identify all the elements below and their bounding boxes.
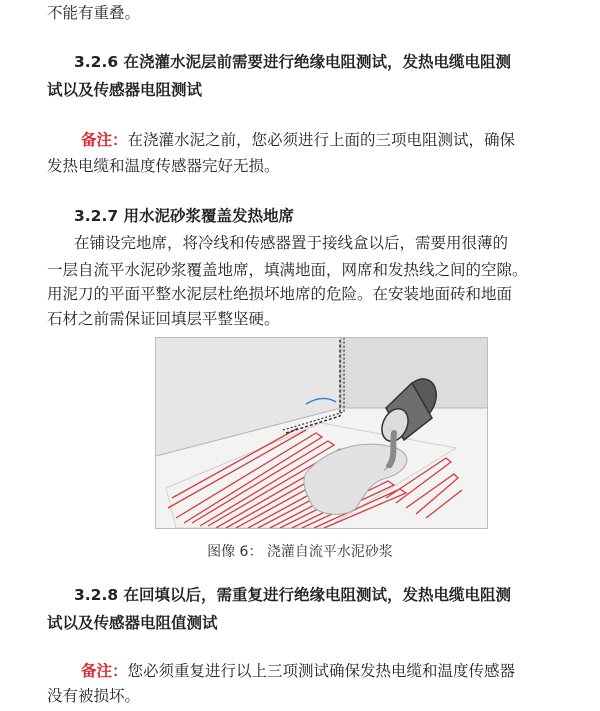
section-328-heading-line2: 试以及传感器电阻值测试 bbox=[47, 614, 218, 632]
note-label: 备注： bbox=[81, 662, 128, 680]
section-326-note-line1 bbox=[81, 130, 600, 150]
section-327-para-line: 一层自流平水泥砂浆覆盖地席，填满地面，网席和发热线之间的空隙。 bbox=[47, 261, 528, 279]
figure-caption: 图像 6： 浇灌自流平水泥砂浆 bbox=[207, 544, 393, 560]
section-328-heading-line1: 3.2.8 在回填以后，需重复进行绝缘电阻测试，发热电缆电阻测 bbox=[74, 586, 512, 604]
section-326-heading-line2: 试以及传感器电阻测试 bbox=[47, 81, 203, 99]
section-327-para-line: 在铺设完地席，将冷线和传感器置于接线盒以后，需要用很薄的 bbox=[74, 234, 509, 252]
section-328-note-line1 bbox=[81, 661, 600, 681]
section-326-note-line2: 发热电缆和温度传感器完好无损。 bbox=[47, 157, 280, 175]
cement-bucket-icon bbox=[374, 378, 444, 468]
section-328-note-line2: 没有被损坏。 bbox=[47, 687, 141, 705]
section-327-para-line: 用泥刀的平面平整水泥层杜绝损坏地席的危险。在安装地面砖和地面 bbox=[47, 285, 513, 303]
note-text: 您必须重复进行以上三项测试确保发热电缆和温度传感器 bbox=[127, 662, 516, 680]
section-327-heading: 3.2.7 用水泥砂浆覆盖发热地席 bbox=[74, 207, 295, 225]
figure-floor-heating-illustration bbox=[155, 337, 488, 529]
section-327-para-line: 石材之前需保证回填层平整坚硬。 bbox=[47, 310, 280, 328]
note-text: 在浇灌水泥之前，您必须进行上面的三项电阻测试，确保 bbox=[127, 131, 516, 149]
intro-text: 不能有重叠。 bbox=[47, 4, 141, 22]
section-326-heading-line1: 3.2.6 在浇灌水泥层前需要进行绝缘电阻测试，发热电缆电阻测 bbox=[74, 53, 512, 71]
note-label: 备注： bbox=[81, 131, 128, 149]
